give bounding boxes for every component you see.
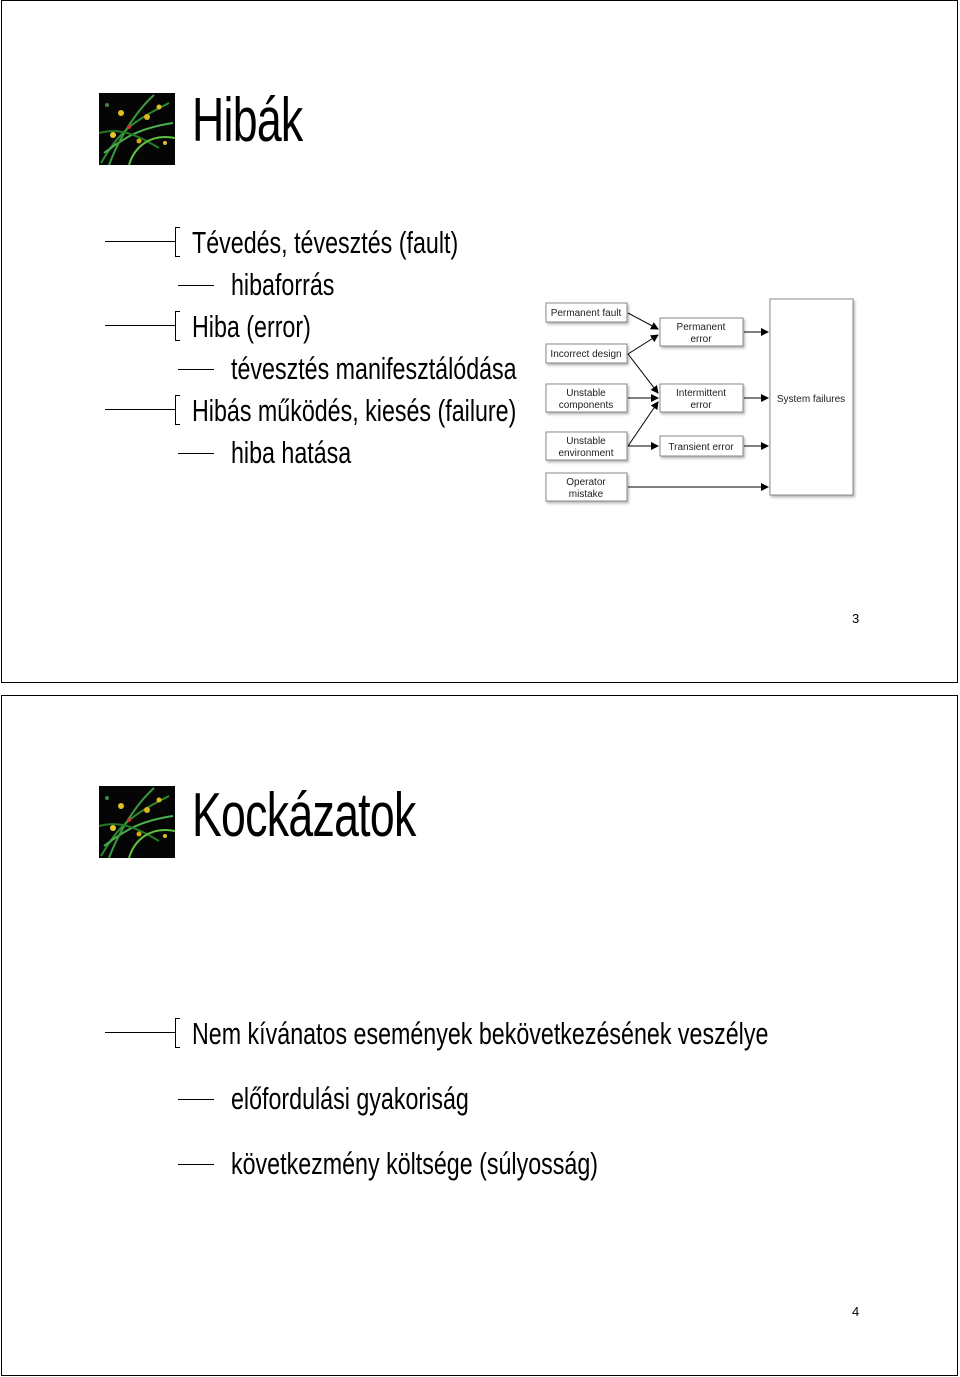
slide-title: Hibák [192,86,303,155]
svg-text:Unstable: Unstable [566,436,606,447]
page-number: 4 [852,1304,860,1319]
page-number: 3 [852,611,860,626]
slide-hibak [1,0,958,683]
sub-bullet-frequency: előfordulási gyakoriság [231,1081,469,1116]
sub-bullet-failure: hiba hatása [231,435,352,470]
sub-bullet-marker [178,1164,214,1165]
svg-text:components: components [558,400,614,411]
cause-label: Incorrect design [550,349,622,360]
error-box-transient [660,436,743,456]
svg-text:Permanent: Permanent [676,322,726,333]
svg-text:error: error [690,400,712,411]
bullet-marker [105,1018,183,1048]
svg-text:Intermittent: Intermittent [675,388,727,399]
cause-box-operator-mistake [546,473,627,501]
cause-box-incorrect-design [546,344,627,363]
svg-text:error: error [690,334,712,345]
error-label: Transient error [668,442,734,453]
sub-bullet-error: tévesztés manifesztálódása [231,351,517,386]
sub-bullet-marker [178,1099,214,1100]
fault-error-failure-diagram [2,1,959,684]
slide-title: Kockázatok [192,781,416,850]
error-box-intermittent [660,384,743,412]
cause-box-unstable-environment [546,432,627,460]
svg-text:Unstable: Unstable [566,388,606,399]
bullet-risk-definition: Nem kívánatos események bekövetkezésének veszélye [192,1016,769,1051]
slide-kockazatok [1,695,958,1376]
cause-box-permanent-fault [546,303,627,322]
svg-text:Operator: Operator [566,477,606,488]
cause-label: Permanent fault [550,308,622,319]
sub-bullet-cost: következmény költsége (súlyosság) [231,1146,598,1181]
result-label: System failures [776,394,846,405]
system-failures-box [770,299,853,495]
bullet-failure: Hibás működés, kiesés (failure) [192,393,517,428]
svg-text:environment: environment [558,448,614,459]
sub-bullet-fault: hibaforrás [231,267,335,302]
cause-box-unstable-components [546,384,627,412]
bullet-error: Hiba (error) [192,309,311,344]
bullet-fault: Tévedés, tévesztés (fault) [192,225,459,260]
plant-thumbnail-image [99,786,175,858]
svg-text:mistake: mistake [568,489,604,500]
error-box-permanent [660,318,743,346]
